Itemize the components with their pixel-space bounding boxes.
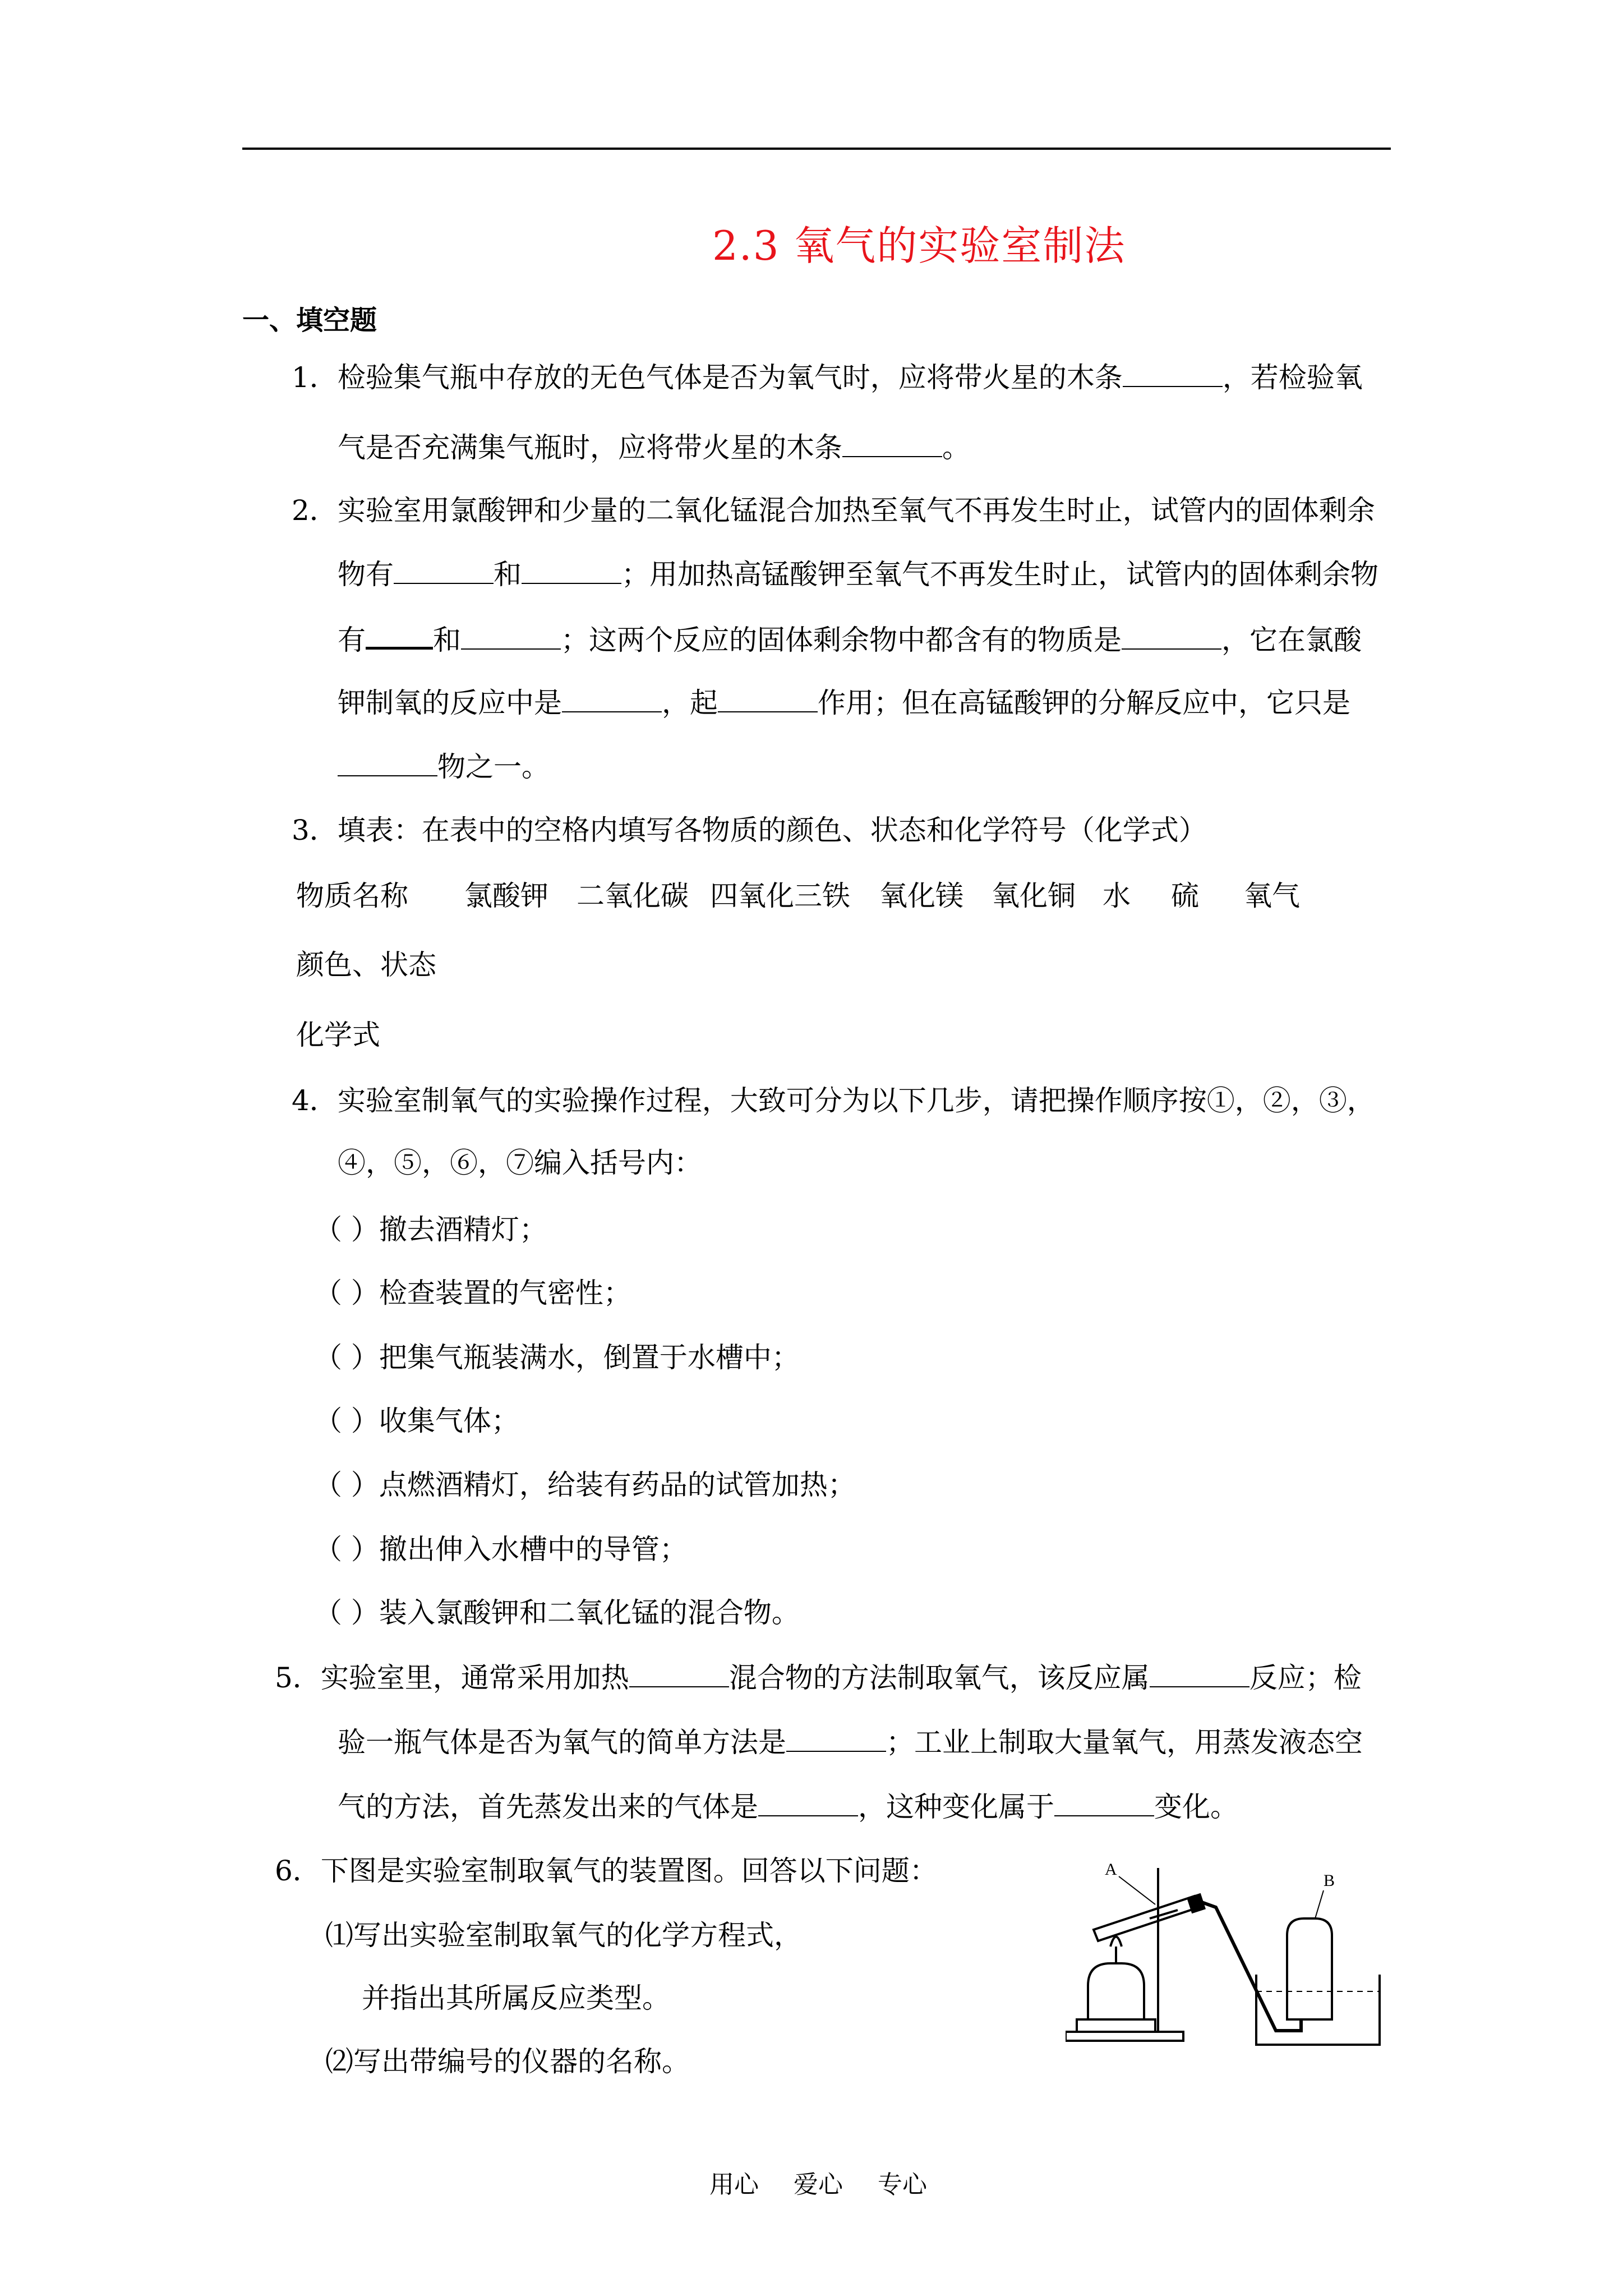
- label-a: A: [1105, 1860, 1117, 1879]
- table-cell: 水: [1103, 880, 1131, 912]
- page-title: 2.3 氧气的实验室制法: [712, 222, 1126, 269]
- answer-blank[interactable]: [786, 1725, 886, 1752]
- row-label: 颜色、状态: [296, 949, 436, 981]
- q2-line-1: 2．实验室用氯酸钾和少量的二氧化锰混合加热至氧气不再发生时止，试管内的固体剩余: [292, 494, 1375, 527]
- answer-blank[interactable]: [1054, 1789, 1154, 1816]
- q5-line-1: 5．实验室里，通常采用加热 混合物的方法制取氧气，该反应属 反应；检: [275, 1662, 1362, 1694]
- step-item: （ ）装入氯酸钾和二氧化锰的混合物。: [314, 1596, 800, 1629]
- order-bracket[interactable]: （ ）: [314, 1277, 379, 1309]
- q4-line-1: 4．实验室制氧气的实验操作过程，大致可分为以下几步，请把操作顺序按①，②，③，: [292, 1084, 1375, 1117]
- gas-collecting-bottle: [1287, 1918, 1332, 2019]
- step-item: （ ）检查装置的气密性；: [314, 1277, 631, 1309]
- table-cell: 氧气: [1244, 880, 1300, 912]
- table-row-formula: [296, 1018, 380, 1052]
- table-cell: 四氧化三铁: [710, 880, 850, 912]
- q6-number: 6．: [275, 1855, 321, 1887]
- order-bracket[interactable]: （ ）: [314, 1213, 379, 1246]
- answer-blank[interactable]: [758, 1789, 858, 1816]
- header-rule: [242, 148, 1391, 150]
- table-cell: 氧化镁: [879, 880, 963, 912]
- table-cell: 二氧化碳: [577, 880, 689, 912]
- q6-line-1: 6．下图是实验室制取氧气的装置图。回答以下问题：: [275, 1855, 938, 1887]
- q1-number: 1．: [292, 361, 338, 394]
- lamp-flame: [1110, 1937, 1122, 1947]
- q2-line-3: 有 和 ；这两个反应的固体剩余物中都含有的物质是 ，它在氯酸: [338, 621, 1362, 657]
- step-item: （ ）把集气瓶装满水，倒置于水槽中；: [314, 1341, 800, 1374]
- footer-text-2: 爱心: [794, 2170, 843, 2199]
- q4-line-2: ④，⑤，⑥，⑦编入括号内：: [338, 1147, 702, 1179]
- step-item: （ ）点燃酒精灯，给装有药品的试管加热；: [314, 1469, 856, 1501]
- water-trough: [1256, 1975, 1380, 2045]
- step-item: （ ）撤出伸入水槽中的导管；: [314, 1533, 688, 1566]
- clamp: [1150, 1910, 1178, 1918]
- q2-line-5: 物之一。: [338, 749, 550, 784]
- q2-line-4: 钾制氧的反应中是 ，起 作用；但在高锰酸钾的分解反应中，它只是: [338, 687, 1350, 719]
- answer-blank[interactable]: [522, 557, 621, 584]
- order-bracket[interactable]: （ ）: [314, 1533, 379, 1566]
- order-bracket[interactable]: （ ）: [314, 1596, 379, 1629]
- section-heading: 一、填空题: [242, 305, 377, 336]
- answer-blank[interactable]: [394, 557, 494, 584]
- q2-number: 2．: [292, 494, 338, 527]
- q1-line-2: 气是否充满集气瓶时，应将带火星的木条 。: [338, 431, 970, 464]
- q4-number: 4．: [292, 1084, 338, 1117]
- footer-text-3: 专心: [878, 2170, 927, 2199]
- table-cell: 硫: [1171, 880, 1199, 912]
- answer-blank[interactable]: [338, 749, 437, 776]
- answer-blank[interactable]: [562, 685, 662, 712]
- q5-line-3: 气的方法，首先蒸发出来的气体是 ，这种变化属于 变化。: [338, 1791, 1238, 1823]
- oxygen-apparatus-figure: [1066, 1851, 1402, 2053]
- q1-line-1: 1．检验集气瓶中存放的无色气体是否为氧气时，应将带火星的木条 ，若检验氧: [292, 361, 1363, 394]
- order-bracket[interactable]: （ ）: [314, 1469, 379, 1501]
- step-item: （ ）撤去酒精灯；: [314, 1213, 547, 1246]
- row-label: 化学式: [296, 1019, 380, 1051]
- row-label: 物质名称: [296, 880, 408, 912]
- q6-sub1-line-1: ⑴写出实验室制取氧气的化学方程式，: [325, 1919, 802, 1952]
- label-b: B: [1324, 1871, 1335, 1890]
- table-cell: 氧化铜: [992, 880, 1076, 912]
- answer-blank[interactable]: [1150, 1660, 1249, 1687]
- answer-blank[interactable]: [1122, 623, 1221, 650]
- answer-blank[interactable]: [718, 685, 818, 712]
- test-tube: [1094, 1896, 1199, 1941]
- q3-number: 3．: [292, 814, 338, 846]
- lamp-stand: [1077, 2019, 1155, 2032]
- answer-blank[interactable]: [461, 623, 561, 650]
- q3-line-1: 3．填表：在表中的空格内填写各物质的颜色、状态和化学符号（化学式）: [292, 814, 1207, 846]
- label-b-leader: [1315, 1890, 1324, 1918]
- answer-blank[interactable]: [366, 621, 433, 650]
- table-row-substances: [296, 879, 1362, 913]
- label-a-leader: [1119, 1876, 1155, 1904]
- order-bracket[interactable]: （ ）: [314, 1341, 379, 1374]
- order-bracket[interactable]: （ ）: [314, 1405, 379, 1437]
- q5-number: 5．: [275, 1662, 321, 1694]
- footer-text-1: 用心: [709, 2170, 759, 2199]
- stand-base: [1066, 2032, 1183, 2041]
- q5-line-2: 验一瓶气体是否为氧气的简单方法是 ；工业上制取大量氧气，用蒸发液态空: [338, 1726, 1363, 1759]
- table-row-color-state: [296, 948, 436, 982]
- q6-sub1-line-2: 并指出其所属反应类型。: [362, 1982, 670, 2014]
- answer-blank[interactable]: [842, 430, 942, 457]
- answer-blank[interactable]: [629, 1660, 729, 1687]
- q2-line-2: 物有 和 ；用加热高锰酸钾至氧气不再发生时止，试管内的固体剩余物: [338, 558, 1378, 591]
- step-item: （ ）收集气体；: [314, 1405, 519, 1437]
- table-cell: 氯酸钾: [464, 880, 548, 912]
- answer-blank[interactable]: [1123, 360, 1223, 387]
- alcohol-lamp: [1088, 1963, 1144, 2019]
- q6-sub2: ⑵写出带编号的仪器的名称。: [325, 2045, 690, 2078]
